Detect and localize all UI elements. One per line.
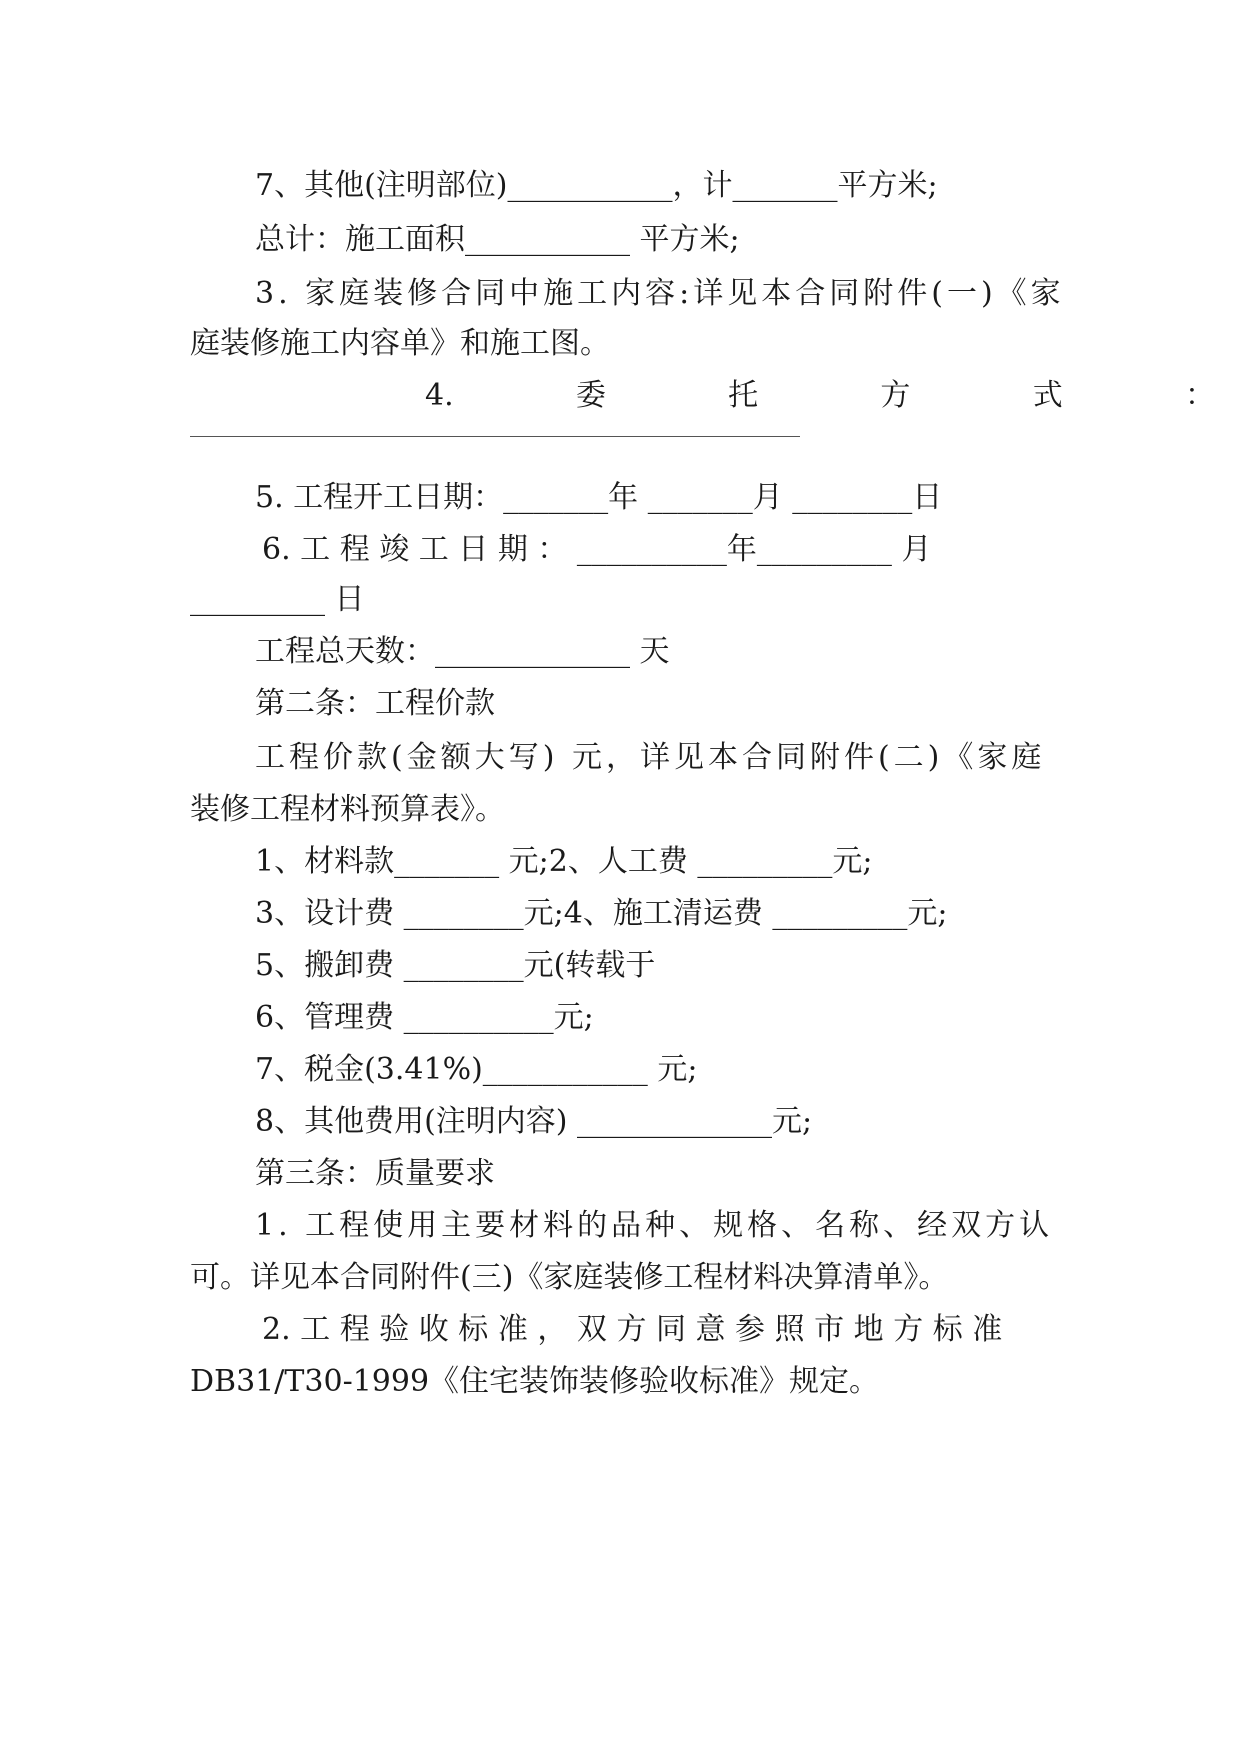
acceptance-standard-line-1: 2. 工 程 验 收 标 准 ， 双 方 同 意 参 照 市 地 方 标 准 xyxy=(262,1312,1003,1347)
article-two-heading: 第二条：工程价款 xyxy=(255,686,495,721)
materials-approval-line-1: 1. 工程使用主要材料的品种、规格、名称、经双方认 xyxy=(255,1208,1054,1243)
construction-content-line-1: 3. 家庭装修合同中施工内容:详见本合同附件(一)《家 xyxy=(255,276,1065,311)
delegation-char-3: 方 xyxy=(880,378,911,413)
completion-date-day: _________ 日 xyxy=(190,582,365,617)
other-fees: 8、其他费用(注明内容) _____________元; xyxy=(255,1104,813,1139)
delegation-method xyxy=(425,376,1215,416)
delegation-char-2: 托 xyxy=(728,378,759,413)
article-three-heading: 第三条：质量要求 xyxy=(255,1156,495,1191)
design-cleanup-fees: 3、设计费 ________元;4、施工清运费 _________元; xyxy=(255,896,948,931)
start-date: 5. 工程开工日期：_______年 _______月 ________日 xyxy=(255,480,943,515)
management-fee: 6、管理费 __________元; xyxy=(255,1000,594,1035)
project-price-line-2: 装修工程材料预算表》。 xyxy=(190,792,505,827)
total-construction-area: 总计：施工面积___________ 平方米; xyxy=(255,222,740,257)
materials-approval-line-2: 可。详见本合同附件(三)《家庭装修工程材料决算清单》。 xyxy=(190,1260,949,1295)
delegation-blank-rule xyxy=(190,436,800,437)
delegation-char-4: 式 xyxy=(1032,378,1063,413)
completion-date: 6. 工 程 竣 工 日 期 ： __________年_________ 月 xyxy=(262,532,932,567)
delegation-char-1: 委 xyxy=(575,378,606,413)
delegation-number: 4. xyxy=(425,378,454,413)
delegation-colon: ： xyxy=(1184,378,1215,413)
project-price-line-1: 工程价款(金额大写) 元，详见本合同附件(二)《家庭 xyxy=(255,740,1046,775)
handling-fee: 5、搬卸费 ________元(转载于 xyxy=(255,948,656,983)
tax-fee: 7、税金(3.41%)___________ 元; xyxy=(255,1052,698,1087)
material-labor-fees: 1、材料款_______ 元;2、人工费 _________元; xyxy=(255,844,873,879)
item-other-area: 7、其他(注明部位)___________，计_______平方米; xyxy=(255,168,938,203)
construction-content-line-2: 庭装修施工内容单》和施工图。 xyxy=(190,326,610,361)
total-days: 工程总天数：_____________ 天 xyxy=(255,634,670,669)
acceptance-standard-line-2: DB31/T30-1999《住宅装饰装修验收标准》规定。 xyxy=(190,1364,880,1399)
